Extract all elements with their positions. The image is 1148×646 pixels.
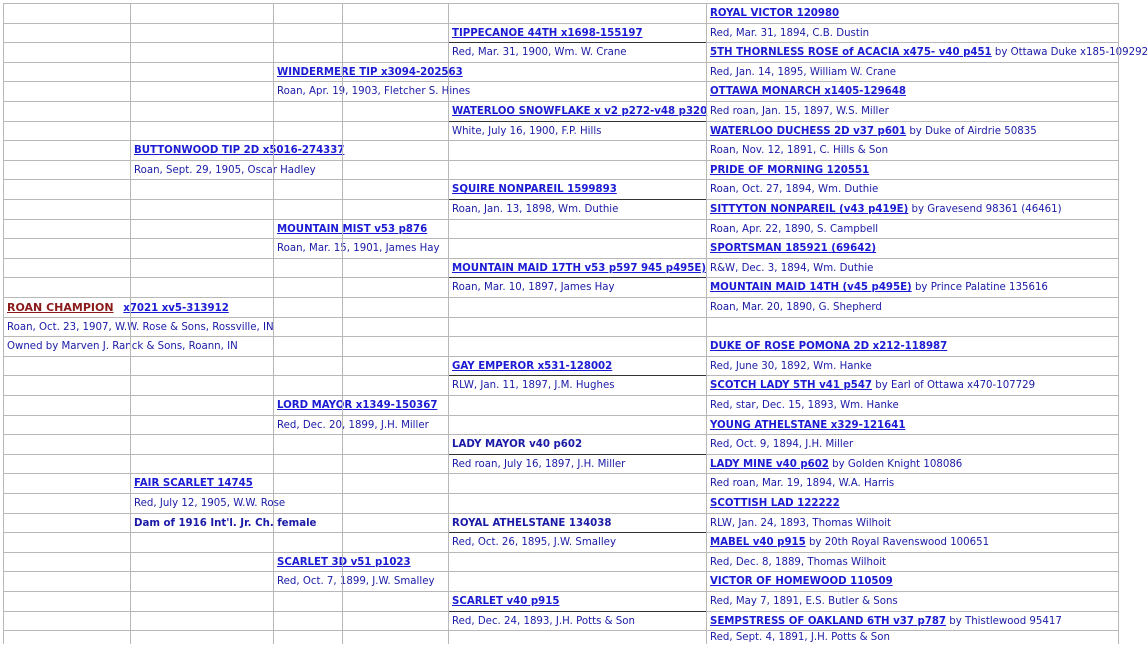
table-row — [3, 42, 1148, 62]
ancestor-link[interactable]: GAY EMPEROR x531-128002 — [452, 360, 613, 372]
ancestor-details: Roan, Mar. 10, 1897, James Hay — [452, 282, 615, 294]
ancestor-details: Red, Oct. 9, 1894, J.H. Miller — [710, 439, 854, 451]
connector-line — [449, 375, 706, 376]
ancestor-link[interactable]: YOUNG ATHELSTANE x329-121641 — [710, 419, 906, 431]
ancestor-details: RLW, Jan. 11, 1897, J.M. Hughes — [452, 380, 615, 392]
ancestor-details: Red, Dec. 20, 1899, J.H. Miller — [277, 419, 429, 431]
table-row — [3, 591, 1119, 611]
table-row — [3, 473, 1119, 493]
table-row — [3, 630, 1119, 644]
ancestor-link[interactable]: SCARLET 3D v51 p1023 — [277, 556, 411, 568]
table-row — [3, 454, 1119, 474]
table-row — [3, 3, 1119, 23]
ancestor-link[interactable]: SQUIRE NONPAREIL 1599893 — [452, 184, 617, 196]
ancestor-link[interactable]: PRIDE OF MORNING 120551 — [710, 164, 870, 176]
column-divider — [130, 3, 131, 644]
ancestor-details: Roan, Nov. 12, 1891, C. Hills & Son — [710, 145, 889, 157]
table-row — [3, 493, 1119, 513]
ancestor-link[interactable]: WATERLOO SNOWFLAKE x v2 p272-v48 p320 — [452, 106, 708, 117]
subject-details: Roan, Oct. 23, 1907, W.W. Rose & Sons, Rossville, IN — [7, 321, 274, 333]
ancestor-details: Roan, Apr. 19, 1903, Fletcher S. Hines — [277, 86, 471, 98]
ancestor-link[interactable]: SCARLET v40 p915 — [452, 596, 560, 607]
ancestor-details: Roan, Mar. 20, 1890, G. Shepherd — [710, 302, 882, 313]
subject-name-link[interactable]: ROAN CHAMPION — [7, 301, 114, 314]
ancestor-details: RLW, Jan. 24, 1893, Thomas Wilhoit — [710, 517, 892, 529]
ancestor-link[interactable]: SCOTTISH LAD 122222 — [710, 498, 840, 509]
table-row — [3, 81, 1119, 101]
dam-link[interactable]: FAIR SCARLET 14745 — [134, 478, 253, 490]
column-divider — [342, 3, 343, 644]
table-row — [3, 415, 1119, 435]
ancestor-details: Red, Jan. 14, 1895, William W. Crane — [710, 66, 897, 78]
ancestor-details: White, July 16, 1900, F.P. Hills — [452, 125, 602, 137]
ancestor-details: Red, Dec. 8, 1889, Thomas Wilhoit — [710, 556, 887, 568]
table-row — [3, 571, 1119, 591]
table-row — [3, 23, 1119, 43]
sire-details: Roan, Sept. 29, 1905, Oscar Hadley — [134, 164, 316, 176]
ancestor-details: Red, Mar. 31, 1900, Wm. W. Crane — [452, 47, 627, 59]
ancestor-details: Red, Sept. 4, 1891, J.H. Potts & Son — [710, 632, 890, 644]
table-row — [3, 513, 1119, 533]
table-row — [3, 219, 1119, 239]
ancestor-sire-note: by Duke of Airdrie 50835 — [906, 125, 1037, 137]
ancestor-details: Red roan, Jan. 15, 1897, W.S. Miller — [710, 106, 889, 117]
table-row — [3, 375, 1119, 395]
table-row — [3, 532, 1119, 552]
table-row — [3, 62, 1119, 82]
ancestor-details: Red, Mar. 31, 1894, C.B. Dustin — [710, 27, 870, 39]
connector-line — [449, 611, 706, 612]
ancestor-details: Roan, Mar. 15, 1901, James Hay — [277, 243, 440, 255]
table-row — [3, 121, 1119, 141]
ancestor-details: Roan, Apr. 22, 1890, S. Campbell — [710, 223, 879, 235]
subject-registration-link[interactable]: x7021 xv5-313912 — [123, 303, 229, 314]
pedigree-chart — [3, 3, 1148, 644]
table-row — [3, 179, 1119, 199]
ancestor-sire-note: by Gravesend 98361 (46461) — [908, 204, 1062, 215]
table-row — [3, 434, 1119, 454]
ancestor-link[interactable]: LORD MAYOR x1349-150367 — [277, 400, 438, 411]
table-row — [3, 336, 1119, 356]
column-divider — [706, 3, 707, 644]
ancestor-details: Red, May 7, 1891, E.S. Butler & Sons — [710, 596, 898, 607]
ancestor-sire-note: by 20th Royal Ravenswood 100651 — [805, 537, 990, 549]
ancestor-link[interactable]: SCOTCH LADY 5TH v41 p547 — [710, 380, 873, 392]
table-row — [3, 395, 1119, 415]
table-row — [3, 297, 1119, 317]
ancestor-link[interactable]: LADY MINE v40 p602 — [710, 458, 829, 470]
ancestor-link[interactable]: TIPPECANOE 44TH x1698-155197 — [452, 27, 643, 39]
connector-line — [449, 532, 706, 533]
table-row — [3, 238, 1119, 258]
connector-line — [449, 42, 706, 43]
ancestor-link[interactable]: SEMPSTRESS OF OAKLAND 6TH v37 p787 — [710, 615, 947, 627]
table-row — [3, 552, 1119, 572]
table-row — [3, 277, 1119, 297]
ancestor-link[interactable]: SPORTSMAN 185921 (69642) — [710, 243, 877, 255]
subject-owner: Owned by Marven J. Ranck & Sons, Roann, IN — [7, 341, 238, 353]
table-row — [3, 160, 1119, 180]
ancestor-details: Red, Oct. 26, 1895, J.W. Smalley — [452, 537, 616, 549]
ancestor-link[interactable]: OTTAWA MONARCH x1405-129648 — [710, 86, 906, 98]
column-divider — [273, 3, 274, 644]
ancestor-details: Roan, Oct. 27, 1894, Wm. Duthie — [710, 184, 879, 196]
ancestor-sire-note: by Ottawa Duke x185-109292 — [991, 47, 1148, 59]
ancestor-link[interactable]: WINDERMERE TIP x3094-202563 — [277, 66, 463, 78]
dam-details: Red, July 12, 1905, W.W. Rose — [134, 498, 286, 509]
ancestor-sire-note: by Prince Palatine 135616 — [911, 282, 1048, 294]
column-divider — [3, 3, 4, 644]
ancestor-sire-note: by Thistlewood 95417 — [946, 615, 1062, 627]
ancestor-sire-note: by Golden Knight 108086 — [828, 458, 963, 470]
ancestor-details: Red, star, Dec. 15, 1893, Wm. Hanke — [710, 400, 899, 411]
ancestor-details: Red, Oct. 7, 1899, J.W. Smalley — [277, 576, 435, 588]
column-divider — [1118, 3, 1119, 644]
ancestor-link[interactable]: 5TH THORNLESS ROSE of ACACIA x475- v40 p451 — [710, 47, 992, 59]
ancestor-link[interactable]: MOUNTAIN MAID 14TH (v45 p495E) — [710, 282, 912, 294]
ancestor-details: Red roan, Mar. 19, 1894, W.A. Harris — [710, 478, 895, 490]
table-row — [3, 101, 1119, 121]
ancestor-details: R&W, Dec. 3, 1894, Wm. Duthie — [710, 262, 874, 274]
sire-link[interactable]: BUTTONWOOD TIP 2D x5016-274337 — [134, 145, 345, 157]
ancestor-link[interactable]: MOUNTAIN MAID 17TH v53 p597 945 p495E) — [452, 262, 706, 274]
ancestor-link[interactable]: WATERLOO DUCHESS 2D v37 p601 — [710, 125, 907, 137]
ancestor-details: Red, June 30, 1892, Wm. Hanke — [710, 360, 872, 372]
ancestor-details: Red, Dec. 24, 1893, J.H. Potts & Son — [452, 615, 635, 627]
dam-note: Dam of 1916 Int'l. Jr. Ch. female — [134, 517, 317, 529]
table-row — [3, 140, 1119, 160]
ancestor-name: ROYAL ATHELSTANE 134038 — [452, 517, 612, 529]
ancestor-link[interactable]: SITTYTON NONPAREIL (v43 p419E) — [710, 204, 909, 215]
ancestor-details: Roan, Jan. 13, 1898, Wm. Duthie — [452, 204, 619, 215]
connector-line — [449, 454, 706, 455]
connector-line — [449, 121, 706, 122]
ancestor-link[interactable]: DUKE OF ROSE POMONA 2D x212-118987 — [710, 341, 948, 353]
table-row — [3, 258, 1119, 278]
ancestor-name: LADY MAYOR v40 p602 — [452, 439, 583, 451]
table-row — [3, 317, 1119, 337]
table-row — [3, 611, 1119, 631]
connector-line — [449, 277, 706, 278]
ancestor-link[interactable]: ROYAL VICTOR 120980 — [710, 8, 840, 19]
ancestor-link[interactable]: MOUNTAIN MIST v53 p876 — [277, 223, 428, 235]
ancestor-link[interactable]: VICTOR OF HOMEWOOD 110509 — [710, 576, 893, 588]
table-row — [3, 356, 1119, 376]
ancestor-sire-note: by Earl of Ottawa x470-107729 — [872, 380, 1036, 392]
table-row — [3, 199, 1119, 219]
column-divider — [448, 3, 449, 644]
ancestor-details: Red roan, July 16, 1897, J.H. Miller — [452, 458, 626, 470]
connector-line — [449, 199, 706, 200]
ancestor-link[interactable]: MABEL v40 p915 — [710, 537, 806, 549]
